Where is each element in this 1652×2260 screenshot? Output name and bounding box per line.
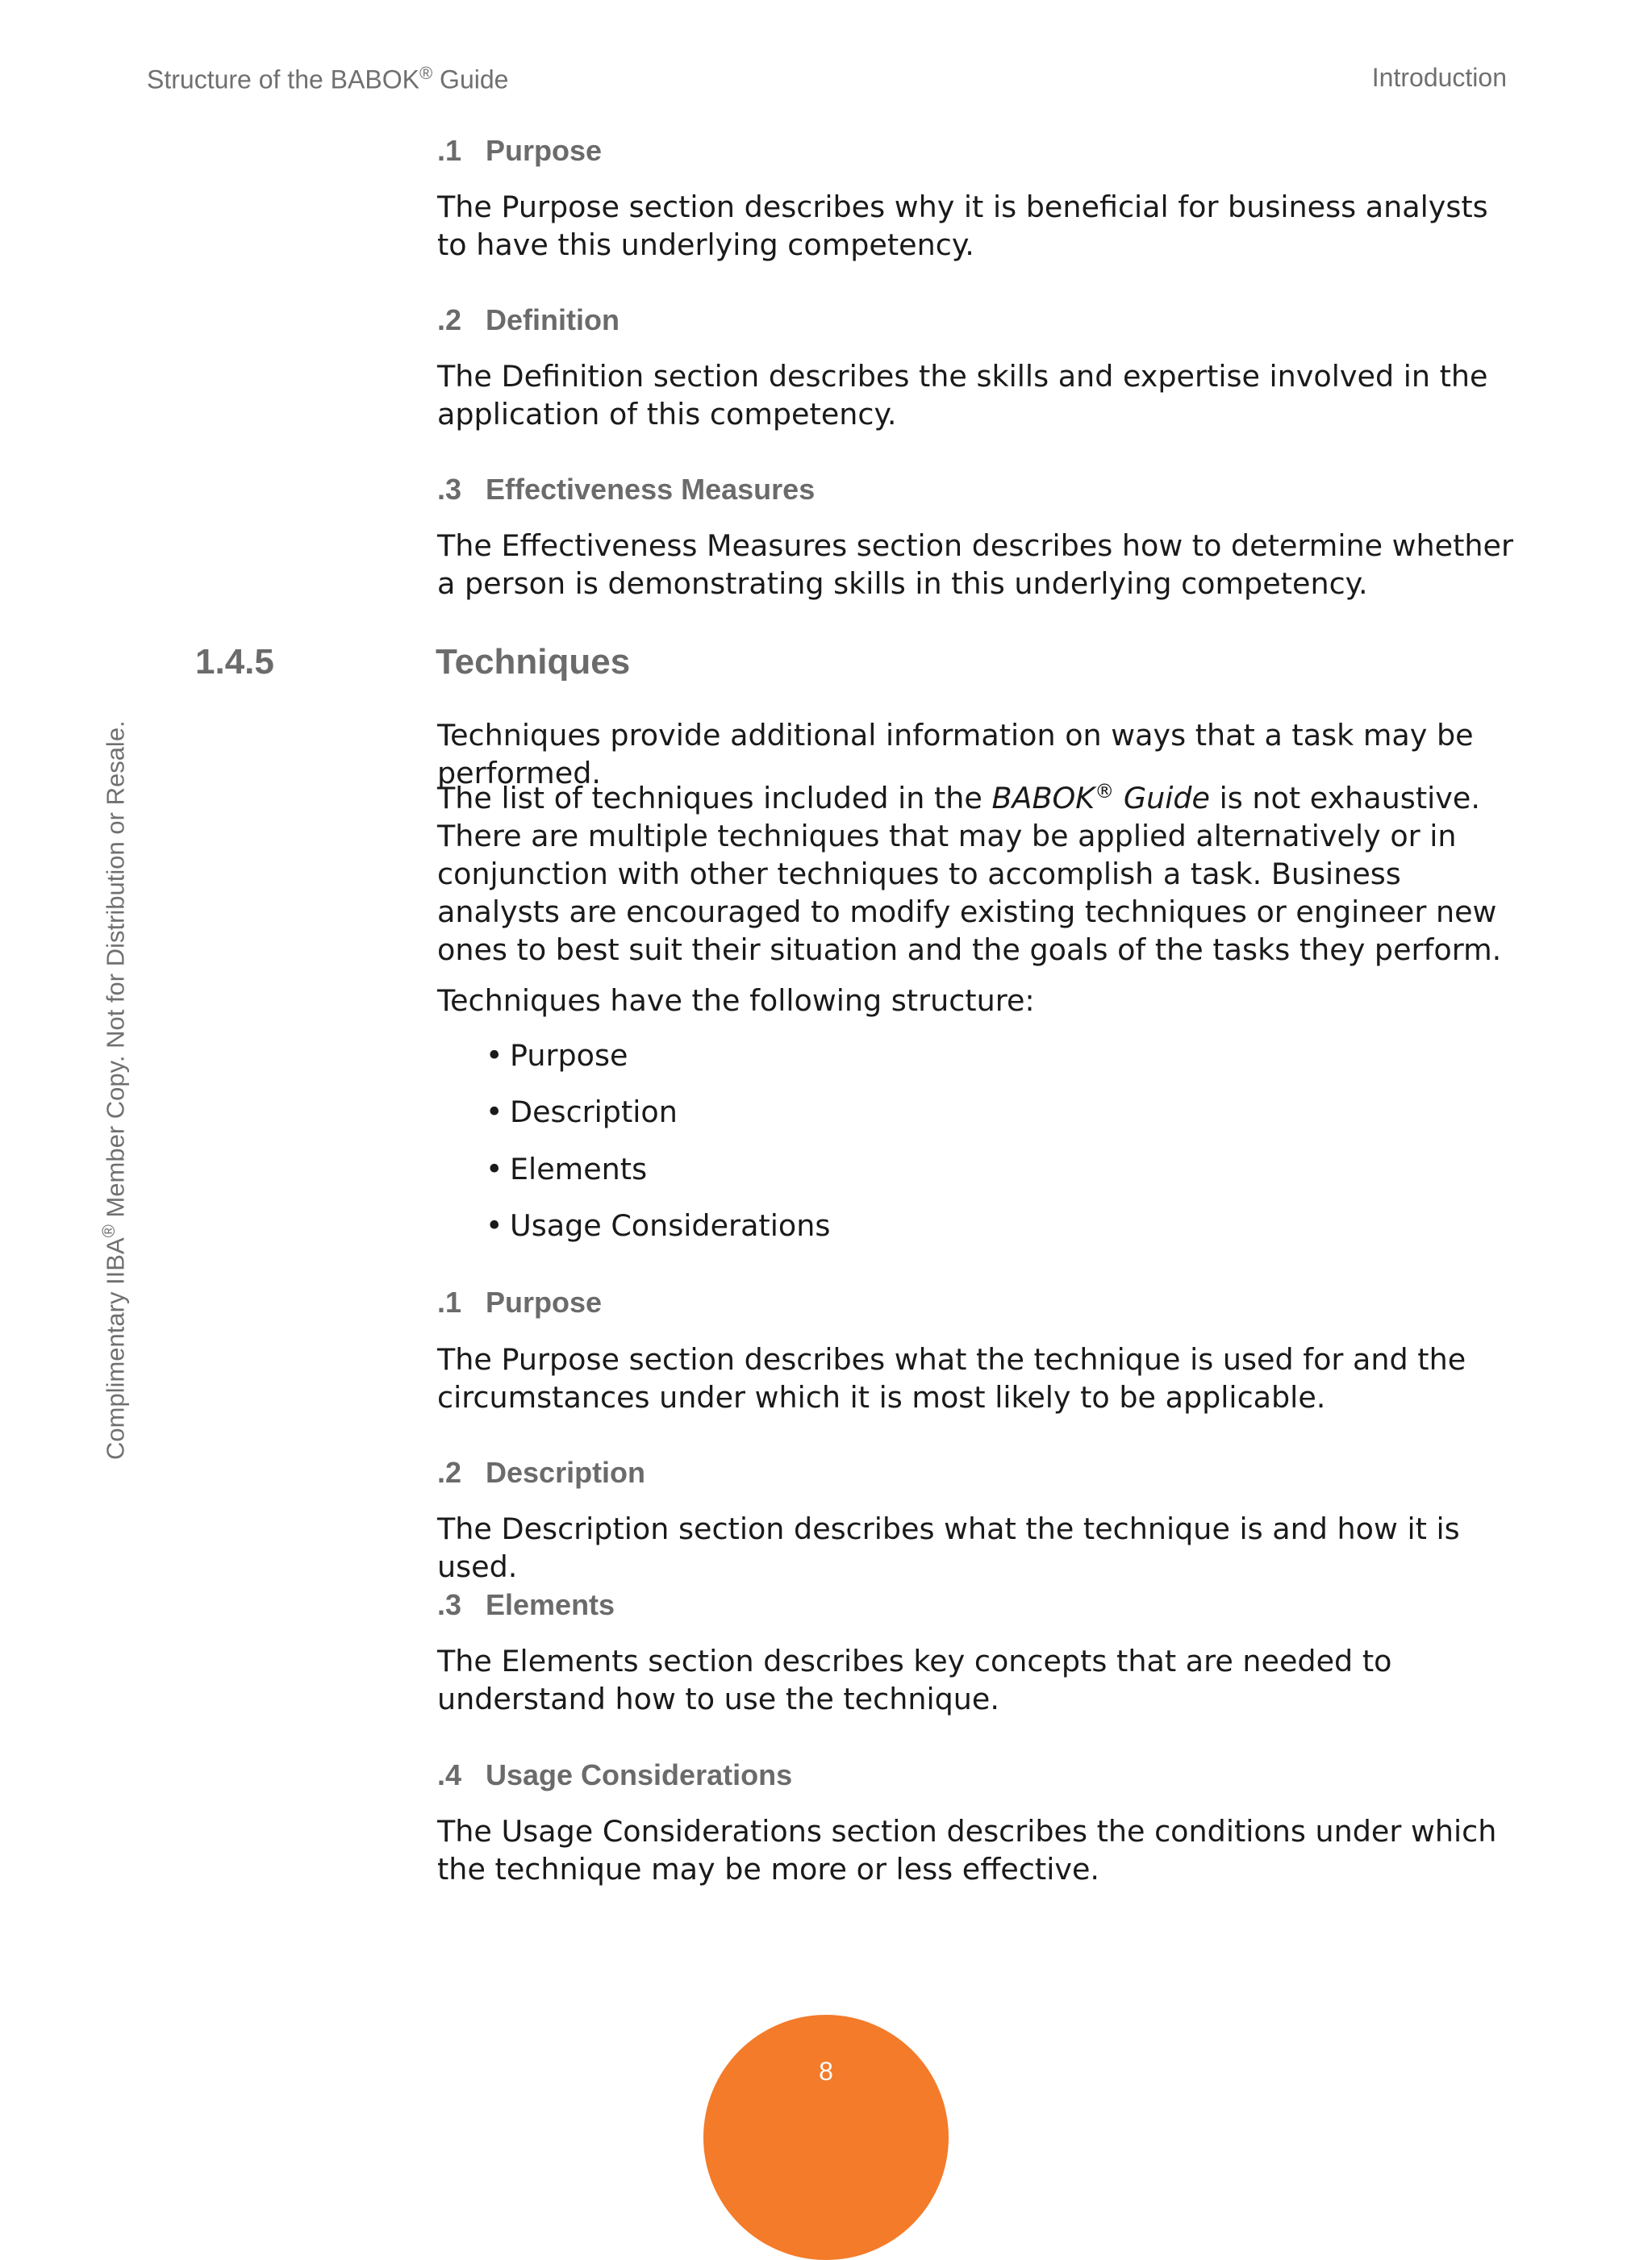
body-paragraph: The Purpose section describes what the technique is used for and the circumstances under which it is most likely to be applicable. — [437, 1342, 1466, 1415]
subsection-heading: .1 Purpose — [437, 134, 603, 167]
copy-watermark: Complimentary IIBA® Member Copy. Not for Distribution or Resale. — [98, 720, 130, 1460]
section-title: Techniques — [436, 642, 631, 682]
page-number-badge — [703, 2015, 949, 2260]
list-item: • Purpose — [486, 1038, 628, 1073]
page-number: 8 — [819, 2057, 833, 2086]
running-header-right: Introduction — [1371, 63, 1507, 92]
subsection-heading: .3 Elements — [437, 1588, 615, 1621]
section-number: 1.4.5 — [195, 642, 274, 682]
list-item: • Usage Considerations — [486, 1208, 831, 1243]
body-paragraph: The Usage Considerations section describes the conditions under which the technique may be more or less effective. — [437, 1814, 1497, 1887]
list-item: • Elements — [486, 1152, 648, 1186]
body-paragraph: The Effectiveness Measures section describes how to determine whether a person is demonstrating skills in this underlying competency. — [437, 528, 1514, 601]
body-paragraph: The Description section describes what the technique is and how it is used. — [437, 1512, 1460, 1584]
body-paragraph: The Purpose section describes why it is beneficial for business analysts to have this underlying competency. — [437, 190, 1488, 262]
running-header-left: Structure of the BABOK® Guide — [147, 63, 509, 94]
subsection-heading: .2 Description — [437, 1456, 646, 1489]
body-paragraph: Techniques have the following structure: — [437, 983, 1035, 1018]
subsection-heading: .3 Effectiveness Measures — [437, 473, 816, 506]
body-paragraph: The list of techniques included in the BABOK® Guide is not exhaustive. There are multiple techniques that may be applied alternatively or in conjunction with other techniques to accomplish a task. Business analysts are encouraged to modify existing techniques or engineer new ones to best suit their situation and the goals of the tasks they perform. — [437, 780, 1502, 968]
body-paragraph: The Elements section describes key concepts that are needed to understand how to use the technique. — [437, 1644, 1392, 1716]
list-item: • Description — [486, 1095, 678, 1129]
subsection-heading: .4 Usage Considerations — [437, 1758, 793, 1791]
body-paragraph: Techniques provide additional information on ways that a task may be performed. — [437, 718, 1474, 790]
subsection-heading: .1 Purpose — [437, 1286, 603, 1319]
subsection-heading: .2 Definition — [437, 303, 620, 336]
body-paragraph: The Definition section describes the skills and expertise involved in the application of this competency. — [437, 359, 1488, 432]
